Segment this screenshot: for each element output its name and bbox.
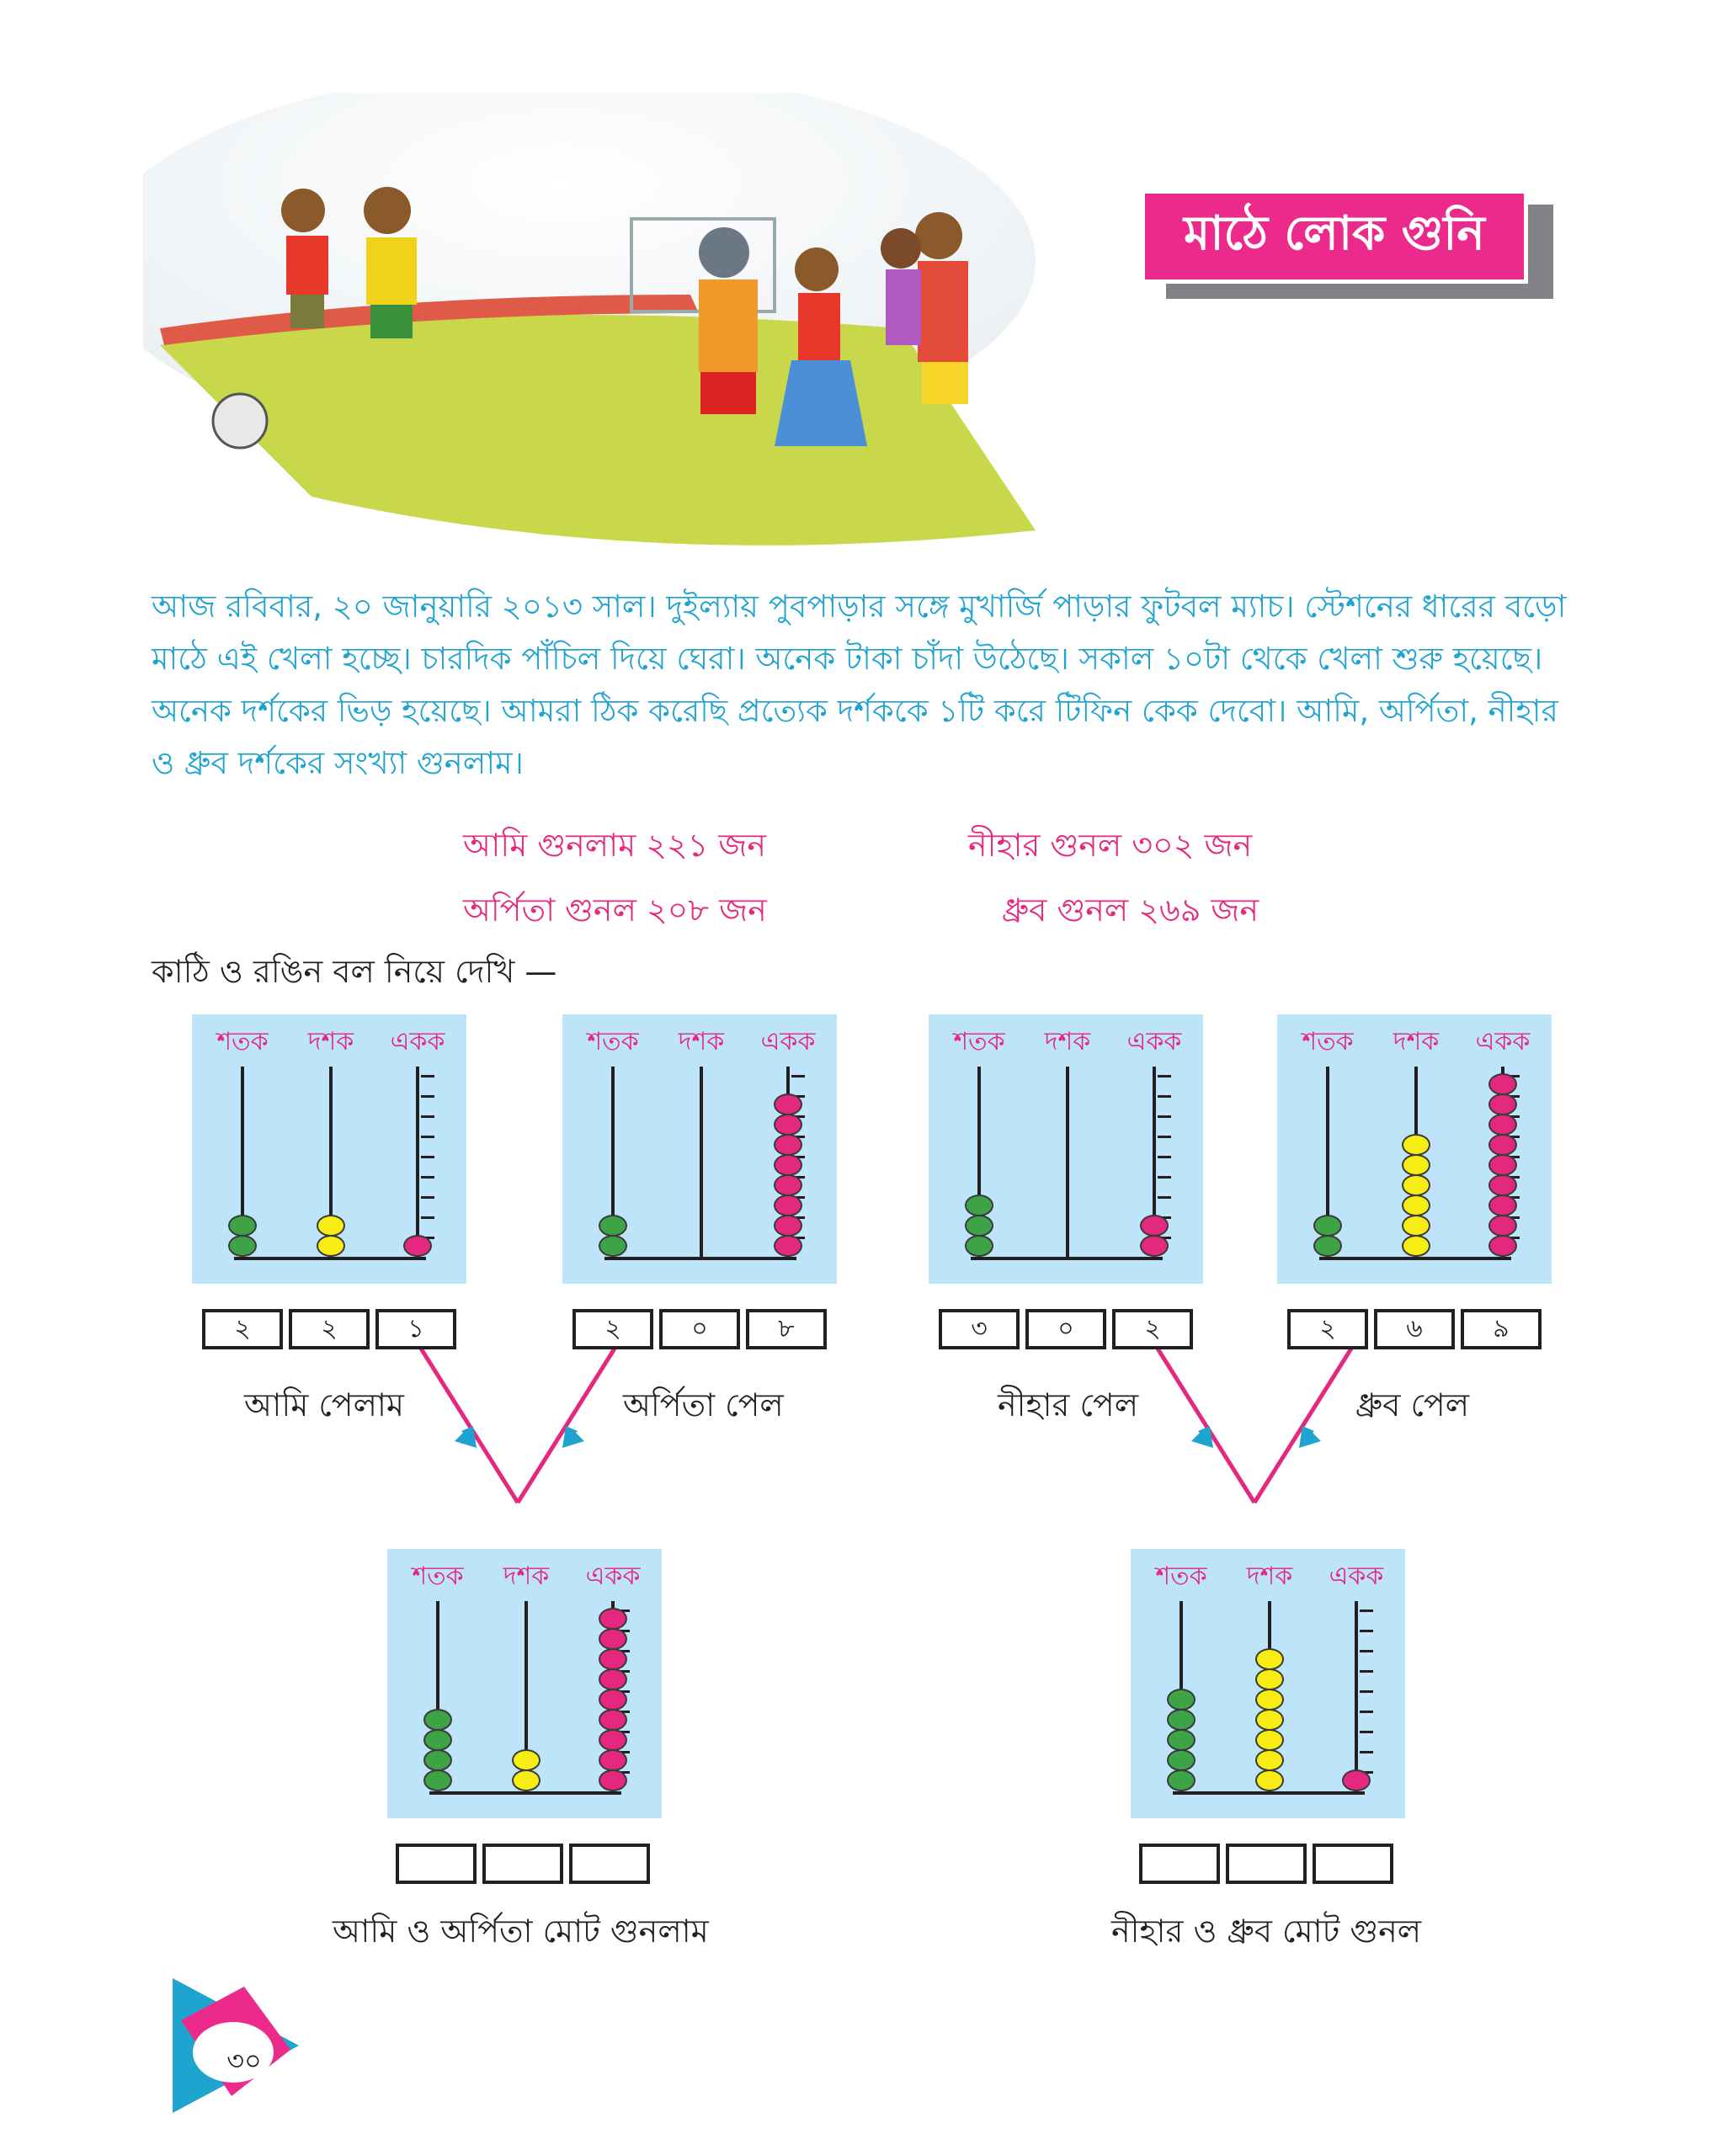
- bead-ones: [403, 1235, 432, 1257]
- bead-tens: [1255, 1709, 1284, 1731]
- digit-box-nihar-tens: ০: [1025, 1309, 1106, 1349]
- label-ami: আমি পেলাম: [244, 1386, 405, 1423]
- bead-ones: [774, 1215, 802, 1237]
- abacus-rod-tens: [1066, 1067, 1069, 1257]
- abacus-base: [429, 1791, 621, 1795]
- abacus-tick: [1158, 1136, 1171, 1138]
- bead-hundreds: [423, 1709, 452, 1731]
- column-header-tens: দশক: [1246, 1562, 1293, 1591]
- abacus-ami: [192, 1014, 466, 1284]
- abacus-base: [1319, 1257, 1511, 1260]
- digit-box-ami-ones: ১: [375, 1309, 456, 1349]
- abacus-tick: [421, 1156, 434, 1158]
- digit-box-arpita-tens: ০: [659, 1309, 740, 1349]
- bead-ones: [774, 1174, 802, 1196]
- bead-ones: [774, 1154, 802, 1176]
- bead-tens: [1402, 1215, 1430, 1237]
- bead-ones: [1488, 1235, 1517, 1257]
- abacus-total-right: [1131, 1549, 1405, 1818]
- bead-ones: [774, 1114, 802, 1136]
- digit-box-arpita-hundreds: ২: [572, 1309, 653, 1349]
- bead-hundreds: [423, 1769, 452, 1791]
- abacus-rod-tens: [700, 1067, 703, 1257]
- digit-box-nihar-hundreds: ৩: [939, 1309, 1020, 1349]
- abacus-tick: [791, 1075, 805, 1078]
- bead-ones: [1488, 1174, 1517, 1196]
- column-header-ones: একক: [585, 1562, 641, 1591]
- bead-ones: [599, 1648, 627, 1670]
- bead-ones: [599, 1709, 627, 1731]
- abacus-tick: [1158, 1115, 1171, 1118]
- column-header-ones: একক: [1126, 1027, 1182, 1056]
- bead-hundreds: [1167, 1749, 1195, 1771]
- bead-ones: [599, 1749, 627, 1771]
- page-number: ৩০: [226, 2045, 262, 2077]
- bead-ones: [1488, 1195, 1517, 1216]
- bead-tens: [1402, 1235, 1430, 1257]
- page-title: মাঠে লোক গুনি: [1184, 206, 1485, 261]
- label-nihar: নীহার পেল: [998, 1386, 1139, 1423]
- digit-box-dhruv-ones: ৯: [1461, 1309, 1542, 1349]
- column-header-tens: দশক: [678, 1027, 725, 1056]
- answer-box-right-ones[interactable]: [1313, 1844, 1393, 1884]
- bead-tens: [1402, 1195, 1430, 1216]
- answer-box-left-tens[interactable]: [482, 1844, 563, 1884]
- abacus-tick: [1360, 1751, 1373, 1753]
- count-ami: আমি গুনলাম ২২১ জন: [463, 827, 767, 864]
- bead-hundreds: [965, 1195, 993, 1216]
- bead-tens: [1255, 1648, 1284, 1670]
- column-header-tens: দশক: [1393, 1027, 1440, 1056]
- abacus-arpita: [562, 1014, 837, 1284]
- label-dhruv: ধ্রুব পেল: [1355, 1386, 1470, 1423]
- count-nihar: নীহার গুনল ৩০২ জন: [968, 827, 1253, 864]
- bead-hundreds: [965, 1235, 993, 1257]
- abacus-tick: [1360, 1690, 1373, 1693]
- count-dhruv: ধ্রুব গুনল ২৬৯ জন: [1002, 891, 1259, 929]
- column-header-ones: একক: [390, 1027, 445, 1056]
- column-header-ones: একক: [1329, 1562, 1384, 1591]
- bead-tens: [1255, 1689, 1284, 1711]
- abacus-tick: [421, 1176, 434, 1179]
- bead-ones: [774, 1093, 802, 1115]
- bead-ones: [774, 1235, 802, 1257]
- bead-ones: [1342, 1769, 1371, 1791]
- abacus-tick: [1360, 1650, 1373, 1652]
- label-total-left: আমি ও অর্পিতা মোট গুনলাম: [333, 1913, 709, 1950]
- digit-box-dhruv-tens: ৬: [1374, 1309, 1455, 1349]
- abacus-tick: [1360, 1711, 1373, 1713]
- abacus-tick: [1360, 1670, 1373, 1673]
- abacus-tick: [1360, 1610, 1373, 1612]
- abacus-tick: [1158, 1196, 1171, 1199]
- abacus-rod-ones: [416, 1067, 419, 1257]
- bead-ones: [774, 1134, 802, 1156]
- abacus-base: [1173, 1791, 1365, 1795]
- abacus-nihar: [929, 1014, 1203, 1284]
- abacus-tick: [421, 1095, 434, 1098]
- abacus-tick: [1158, 1075, 1171, 1078]
- bead-tens: [1255, 1668, 1284, 1690]
- column-header-ones: একক: [1475, 1027, 1531, 1056]
- count-arpita: অর্পিতা গুনল ২০৮ জন: [463, 891, 767, 929]
- bead-hundreds: [1167, 1689, 1195, 1711]
- bead-hundreds: [1167, 1709, 1195, 1731]
- bead-ones: [1488, 1093, 1517, 1115]
- abacus-tick: [1158, 1095, 1171, 1098]
- abacus-tick: [421, 1216, 434, 1219]
- bead-ones: [599, 1729, 627, 1751]
- abacus-base: [234, 1257, 426, 1260]
- bead-hundreds: [1167, 1769, 1195, 1791]
- story-paragraph: আজ রবিবার, ২০ জানুয়ারি ২০১৩ সাল। দুইল্যায় পুবপাড়ার সঙ্গে মুখার্জি পাড়ার ফুটবল ম্যাচ। স্টেশনের ধারের বড়ো মাঠে এই খেলা হচ্ছে। চারদিক পাঁচিল দিয়ে ঘেরা। অনেক টাকা চাঁদা উঠেছে। সকাল ১০টা থেকে খেলা শুরু হয়েছে। অনেক দর্শকের ভিড় হয়েছে। আমরা ঠিক করেছি প্রত্যেক দর্শককে ১টি করে টিফিন কেক দেবো। আমি, অর্পিতা, নীহার ও ধ্রুব দর্শকের সংখ্যা গুনলাম।: [152, 588, 1567, 781]
- instruction-text: কাঠি ও রঙিন বল নিয়ে দেখি —: [152, 953, 557, 990]
- bead-tens: [1255, 1729, 1284, 1751]
- column-header-hundreds: শতক: [216, 1027, 269, 1056]
- bead-tens: [512, 1769, 541, 1791]
- bead-ones: [1140, 1235, 1169, 1257]
- bead-hundreds: [1313, 1215, 1342, 1237]
- abacus-tick: [1158, 1176, 1171, 1179]
- bead-ones: [1488, 1154, 1517, 1176]
- column-header-hundreds: শতক: [1302, 1027, 1354, 1056]
- bead-hundreds: [1167, 1729, 1195, 1751]
- bead-ones: [1488, 1114, 1517, 1136]
- column-header-tens: দশক: [307, 1027, 354, 1056]
- bead-hundreds: [228, 1235, 257, 1257]
- abacus-tick: [421, 1075, 434, 1078]
- digit-box-ami-tens: ২: [289, 1309, 370, 1349]
- label-arpita: অর্পিতা পেল: [623, 1386, 784, 1423]
- digit-box-dhruv-hundreds: ২: [1287, 1309, 1368, 1349]
- abacus-dhruv: [1277, 1014, 1552, 1284]
- bead-tens: [1402, 1174, 1430, 1196]
- column-header-ones: একক: [760, 1027, 816, 1056]
- bead-ones: [1488, 1134, 1517, 1156]
- digit-box-ami-hundreds: ২: [202, 1309, 283, 1349]
- abacus-tick: [421, 1136, 434, 1138]
- bead-ones: [1488, 1215, 1517, 1237]
- bead-tens: [1255, 1749, 1284, 1771]
- column-header-tens: দশক: [1044, 1027, 1091, 1056]
- bead-ones: [599, 1689, 627, 1711]
- answer-box-left-hundreds[interactable]: [396, 1844, 477, 1884]
- abacus-base: [971, 1257, 1163, 1260]
- digit-box-nihar-ones: ২: [1112, 1309, 1193, 1349]
- abacus-tick: [1360, 1630, 1373, 1632]
- answer-box-right-tens[interactable]: [1226, 1844, 1307, 1884]
- label-total-right: নীহার ও ধ্রুব মোট গুনল: [1111, 1913, 1422, 1950]
- abacus-base: [604, 1257, 796, 1260]
- abacus-tick: [421, 1196, 434, 1199]
- bead-tens: [1402, 1154, 1430, 1176]
- column-header-tens: দশক: [503, 1562, 550, 1591]
- column-header-hundreds: শতক: [587, 1027, 639, 1056]
- bead-ones: [1488, 1073, 1517, 1095]
- abacus-rod-ones: [1355, 1601, 1358, 1791]
- bead-ones: [599, 1668, 627, 1690]
- bead-hundreds: [228, 1215, 257, 1237]
- answer-box-left-ones[interactable]: [569, 1844, 650, 1884]
- abacus-total-left: [387, 1549, 662, 1818]
- bead-tens: [317, 1215, 345, 1237]
- column-header-hundreds: শতক: [1155, 1562, 1207, 1591]
- bead-hundreds: [965, 1215, 993, 1237]
- abacus-tick: [1360, 1731, 1373, 1733]
- bead-ones: [599, 1628, 627, 1650]
- bead-hundreds: [423, 1729, 452, 1751]
- column-header-hundreds: শতক: [953, 1027, 1005, 1056]
- digit-box-arpita-ones: ৮: [746, 1309, 827, 1349]
- bead-ones: [599, 1769, 627, 1791]
- bead-hundreds: [1313, 1235, 1342, 1257]
- bead-tens: [512, 1749, 541, 1771]
- bead-tens: [317, 1235, 345, 1257]
- answer-box-right-hundreds[interactable]: [1139, 1844, 1220, 1884]
- bead-hundreds: [599, 1215, 627, 1237]
- bead-hundreds: [599, 1235, 627, 1257]
- bead-ones: [774, 1195, 802, 1216]
- column-header-hundreds: শতক: [412, 1562, 464, 1591]
- bead-ones: [599, 1608, 627, 1630]
- bead-tens: [1255, 1769, 1284, 1791]
- abacus-tick: [421, 1115, 434, 1118]
- abacus-tick: [1158, 1156, 1171, 1158]
- bead-tens: [1402, 1134, 1430, 1156]
- bead-hundreds: [423, 1749, 452, 1771]
- bead-ones: [1140, 1215, 1169, 1237]
